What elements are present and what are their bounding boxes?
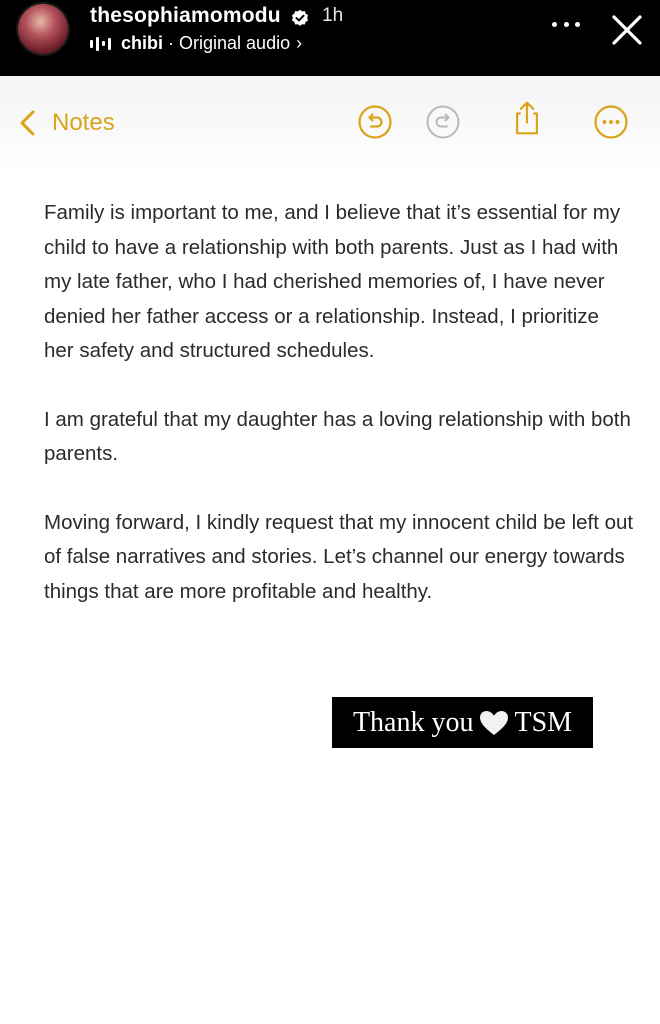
chevron-right-icon: › [296, 33, 303, 53]
undo-icon[interactable] [357, 104, 393, 140]
note-body[interactable] [44, 196, 634, 643]
avatar[interactable] [18, 4, 68, 54]
white-heart-icon [479, 710, 509, 736]
username[interactable]: thesophiamomodu [90, 4, 281, 27]
signature-thank-you: Thank you [352, 706, 474, 738]
story-time: 1h [322, 5, 344, 26]
audio-waveform-icon [90, 36, 111, 52]
more-options-icon[interactable] [552, 12, 580, 36]
back-button[interactable]: Notes [52, 109, 115, 136]
signature-caption [332, 697, 593, 748]
note-paragraph: Family is important to me, and I believe that it’s essential for my child to have a relationship with both parents. Just as I had with my late father, who I had cherished memories of, I have never denied her father access or a relationship. Instead, I prioritize her safety and structured schedules. [44, 201, 621, 362]
close-icon[interactable] [611, 14, 643, 46]
note-paragraph: Moving forward, I kindly request that my innocent child be left out of false narratives and stories. Let’s channel our energy towards things that are more profitable and healthy. [44, 510, 634, 603]
verified-badge-icon [291, 9, 309, 27]
story-header [0, 0, 660, 76]
note-paragraph: I am grateful that my daughter has a loving relationship with both parents. [44, 407, 631, 465]
audio-separator: · [168, 33, 175, 53]
audio-title: Original audio [179, 33, 291, 53]
signature-initials: TSM [514, 706, 573, 738]
audio-artist: chibi [121, 33, 164, 53]
ellipsis-circle-icon[interactable] [593, 104, 629, 140]
chevron-left-icon[interactable] [18, 110, 38, 136]
audio-link[interactable] [90, 33, 302, 54]
redo-icon[interactable] [425, 104, 461, 140]
share-icon[interactable] [509, 100, 545, 136]
